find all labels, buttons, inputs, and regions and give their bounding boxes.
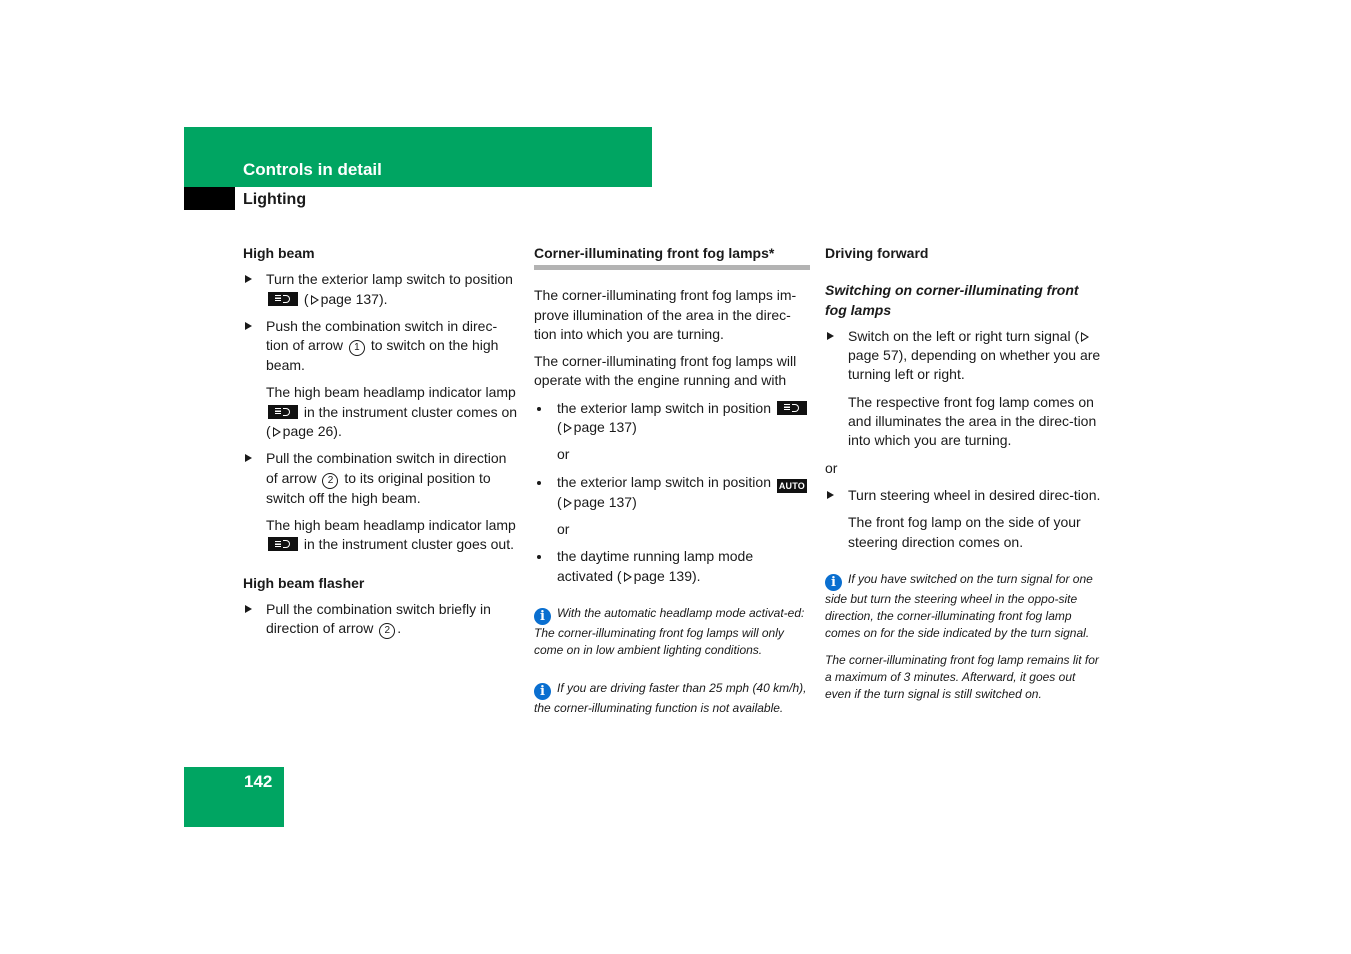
step-push-combination-switch: Push the combination switch in direc-tion of arrow 1 to switch on the high beam. [243,317,518,376]
step-result-high-beam-off: The high beam headlamp indicator lamp in the instrument cluster goes out. [266,516,516,553]
info-note-turn-signal: i If you have switched on the turn signal for one side but turn the steering wheel in the oppo-site direction, the corner-illuminating front fog lamp comes on for the side indicated by the turn signal. [825,571,1093,640]
high-beam-indicator-icon [268,405,298,419]
page-number: 142 [244,772,273,791]
note-lamp-duration: The corner-illuminating front fog lamp remains lit for a maximum of 3 minutes. Afterward, it goes out even if the turn signal is still switched on. [825,652,1099,701]
column-high-beam [243,244,518,647]
step-result-steering: The front fog lamp on the side of your steering direction comes on. [848,514,1081,550]
subsection-title: Lighting [243,191,307,208]
column-fog-lamps [534,244,810,727]
page-link[interactable]: page 26). [282,423,342,440]
paragraph-intro: The corner-illuminating front fog lamps im-prove illumination of the area in the direc-tion into which you are turning. [534,287,797,342]
info-note-auto-mode: i With the automatic headlamp mode activat-ed: The corner-illuminating front fog lamps will only come on in low ambient lighting conditions. [534,605,805,657]
subsection-marker [184,187,235,210]
high-beam-indicator-icon [777,401,807,415]
step-turn-steering-wheel: Turn steering wheel in desired direc-tion. [825,486,1101,505]
callout-1-icon: 1 [349,340,365,356]
list-item: the exterior lamp switch in position ( page 137) [534,399,810,438]
page-reference-icon [564,423,572,433]
or-separator: or [557,446,570,463]
high-beam-indicator-icon [268,292,298,306]
step-pull-switch-briefly: Pull the combination switch briefly in direction of arrow 2 . [243,600,518,639]
subheading-switching-on: Switching on corner-illuminating front fog lamps [825,282,1079,318]
page-link[interactable]: page 137) [573,493,637,510]
step-turn-signal: Switch on the left or right turn signal (page 57), depending on whether you are turning left or right. [825,327,1101,385]
list-item: the daytime running lamp mode activated ( page 139). [534,547,810,586]
column-driving-forward [825,244,1101,713]
auto-mode-icon: AUTO [778,480,805,491]
info-icon: i [534,683,551,700]
page-link[interactable]: page 137) [573,419,637,436]
page-link[interactable]: page 137). [320,290,388,307]
heading-driving-forward: Driving forward [825,245,929,261]
page-link[interactable]: page 139). [633,567,701,584]
high-beam-indicator-icon [268,537,298,551]
section-title: Controls in detail [243,160,382,179]
heading-high-beam: High beam [243,245,315,261]
step-turn-lamp-switch: Turn the exterior lamp switch to position ( page 137). [243,270,518,309]
list-item: the exterior lamp switch in position AUTO ( page 137) [534,473,810,512]
page-reference-icon [1081,332,1089,342]
info-icon: i [534,608,551,625]
page-reference-icon [273,427,281,437]
step-pull-combination-switch: Pull the combination switch in direction of arrow 2 to its original position to switch off the high beam. [243,449,518,508]
heading-high-beam-flasher: High beam flasher [243,574,365,591]
page-reference-icon [624,572,632,582]
callout-2-icon: 2 [379,623,395,639]
page-reference-icon [564,498,572,508]
info-icon: i [825,574,842,591]
or-separator: or [825,459,838,476]
step-result-high-beam-on: The high beam headlamp indicator lamp in the instrument cluster comes on ( page 26). [266,384,518,440]
or-separator: or [557,520,570,537]
step-result-fog-lamp-on: The respective front fog lamp comes on and illuminates the area in the direc-tion into which you are turning. [848,393,1097,449]
heading-fog-lamps: Corner-illuminating front fog lamps* [534,244,810,270]
page-reference-icon [311,295,319,305]
paragraph-conditions: The corner-illuminating front fog lamps will operate with the engine running and with [534,353,797,389]
callout-2-icon: 2 [322,473,338,489]
info-note-speed: i If you are driving faster than 25 mph (40 km/h), the corner-illuminating function is not available. [534,680,807,715]
